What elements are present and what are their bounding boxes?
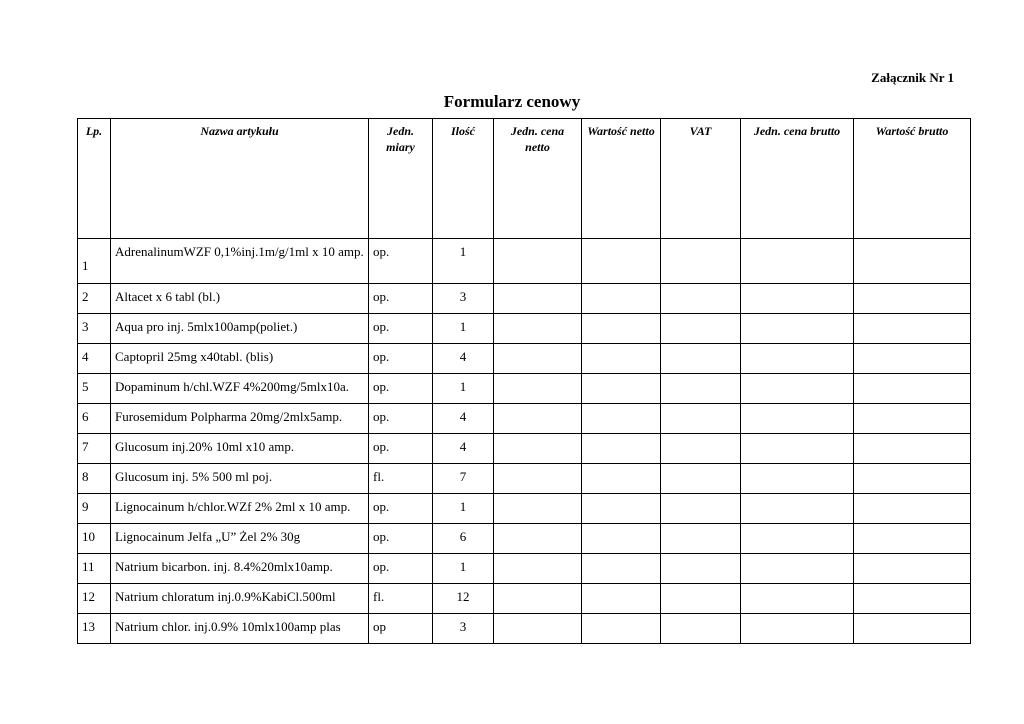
gross-value-cell xyxy=(854,314,971,344)
net-value-cell xyxy=(582,614,661,644)
table-row xyxy=(78,464,971,494)
gross-value-cell xyxy=(854,434,971,464)
quantity-cell: 1 xyxy=(433,374,494,404)
unit-net-price-cell xyxy=(494,404,582,434)
net-value-cell xyxy=(582,554,661,584)
gross-value-cell xyxy=(854,554,971,584)
item-name-cell: Natrium bicarbon. inj. 8.4%20mlx10amp. xyxy=(111,554,369,584)
column-header-quantity: Ilość xyxy=(433,119,494,239)
vat-cell xyxy=(661,614,741,644)
quantity-cell: 1 xyxy=(433,314,494,344)
unit-cell: op. xyxy=(369,434,433,464)
unit-cell: op. xyxy=(369,554,433,584)
quantity-cell: 4 xyxy=(433,344,494,374)
quantity-cell: 1 xyxy=(433,494,494,524)
vat-cell xyxy=(661,524,741,554)
unit-cell: op. xyxy=(369,284,433,314)
column-header-lp: Lp. xyxy=(78,119,111,239)
table-row xyxy=(78,374,971,404)
column-header-vat: VAT xyxy=(661,119,741,239)
unit-gross-price-cell xyxy=(741,344,854,374)
price-form-table xyxy=(77,118,971,644)
item-name-cell: AdrenalinumWZF 0,1%inj.1m/g/1ml x 10 amp. xyxy=(111,239,369,284)
vat-cell xyxy=(661,404,741,434)
gross-value-cell xyxy=(854,404,971,434)
unit-cell: op. xyxy=(369,494,433,524)
table-row xyxy=(78,614,971,644)
table-row xyxy=(78,524,971,554)
unit-gross-price-cell xyxy=(741,524,854,554)
row-number-cell: 12 xyxy=(78,584,111,614)
unit-net-price-cell xyxy=(494,374,582,404)
net-value-cell xyxy=(582,374,661,404)
unit-cell: op. xyxy=(369,374,433,404)
net-value-cell xyxy=(582,524,661,554)
row-number-cell: 2 xyxy=(78,284,111,314)
quantity-cell: 4 xyxy=(433,404,494,434)
row-number-cell: 1 xyxy=(78,239,111,284)
vat-cell xyxy=(661,284,741,314)
unit-gross-price-cell xyxy=(741,434,854,464)
vat-cell xyxy=(661,374,741,404)
unit-net-price-cell xyxy=(494,584,582,614)
gross-value-cell xyxy=(854,584,971,614)
gross-value-cell xyxy=(854,524,971,554)
net-value-cell xyxy=(582,404,661,434)
net-value-cell xyxy=(582,494,661,524)
unit-net-price-cell xyxy=(494,314,582,344)
table-row xyxy=(78,239,971,284)
unit-gross-price-cell xyxy=(741,314,854,344)
gross-value-cell xyxy=(854,344,971,374)
unit-cell: fl. xyxy=(369,464,433,494)
table-row xyxy=(78,404,971,434)
column-header-item-name: Nazwa artykułu xyxy=(111,119,369,239)
unit-gross-price-cell xyxy=(741,239,854,284)
item-name-cell: Glucosum inj. 5% 500 ml poj. xyxy=(111,464,369,494)
vat-cell xyxy=(661,554,741,584)
item-name-cell: Lignocainum h/chlor.WZf 2% 2ml x 10 amp. xyxy=(111,494,369,524)
unit-net-price-cell xyxy=(494,284,582,314)
unit-gross-price-cell xyxy=(741,404,854,434)
table-row xyxy=(78,584,971,614)
unit-net-price-cell xyxy=(494,554,582,584)
vat-cell xyxy=(661,239,741,284)
table-row xyxy=(78,344,971,374)
unit-net-price-cell xyxy=(494,524,582,554)
quantity-cell: 1 xyxy=(433,554,494,584)
unit-gross-price-cell xyxy=(741,494,854,524)
unit-gross-price-cell xyxy=(741,584,854,614)
page-title: Formularz cenowy xyxy=(443,92,581,111)
item-name-cell: Natrium chloratum inj.0.9%KabiCl.500ml xyxy=(111,584,369,614)
row-number-cell: 10 xyxy=(78,524,111,554)
unit-gross-price-cell xyxy=(741,374,854,404)
vat-cell xyxy=(661,584,741,614)
quantity-cell: 3 xyxy=(433,614,494,644)
column-header-unit-net-price: Jedn. cena netto xyxy=(494,119,582,239)
unit-net-price-cell xyxy=(494,494,582,524)
item-name-cell: Natrium chlor. inj.0.9% 10mlx100amp plas xyxy=(111,614,369,644)
row-number-cell: 5 xyxy=(78,374,111,404)
quantity-cell: 12 xyxy=(433,584,494,614)
vat-cell xyxy=(661,344,741,374)
gross-value-cell xyxy=(854,239,971,284)
column-header-gross-value: Wartość brutto xyxy=(854,119,971,239)
gross-value-cell xyxy=(854,464,971,494)
table-header-row xyxy=(78,119,971,239)
gross-value-cell xyxy=(854,284,971,314)
row-number-cell: 4 xyxy=(78,344,111,374)
net-value-cell xyxy=(582,314,661,344)
item-name-cell: Aqua pro inj. 5mlx100amp(poliet.) xyxy=(111,314,369,344)
item-name-cell: Altacet x 6 tabl (bl.) xyxy=(111,284,369,314)
unit-net-price-cell xyxy=(494,344,582,374)
column-header-unit: Jedn. miary xyxy=(369,119,433,239)
unit-cell: op. xyxy=(369,524,433,554)
row-number-cell: 7 xyxy=(78,434,111,464)
vat-cell xyxy=(661,494,741,524)
row-number-cell: 3 xyxy=(78,314,111,344)
row-number-cell: 11 xyxy=(78,554,111,584)
quantity-cell: 6 xyxy=(433,524,494,554)
unit-cell: op. xyxy=(369,239,433,284)
unit-net-price-cell xyxy=(494,614,582,644)
unit-cell: op. xyxy=(369,404,433,434)
table-row xyxy=(78,494,971,524)
row-number-cell: 9 xyxy=(78,494,111,524)
unit-cell: fl. xyxy=(369,584,433,614)
unit-gross-price-cell xyxy=(741,554,854,584)
table-body xyxy=(78,239,971,644)
item-name-cell: Furosemidum Polpharma 20mg/2mlx5amp. xyxy=(111,404,369,434)
table-row xyxy=(78,284,971,314)
net-value-cell xyxy=(582,434,661,464)
row-number-cell: 6 xyxy=(78,404,111,434)
quantity-cell: 3 xyxy=(433,284,494,314)
annex-label: Załącznik Nr 1 xyxy=(871,70,954,85)
column-header-unit-gross-price: Jedn. cena brutto xyxy=(741,119,854,239)
net-value-cell xyxy=(582,344,661,374)
item-name-cell: Glucosum inj.20% 10ml x10 amp. xyxy=(111,434,369,464)
unit-net-price-cell xyxy=(494,434,582,464)
net-value-cell xyxy=(582,284,661,314)
quantity-cell: 1 xyxy=(433,239,494,284)
unit-cell: op xyxy=(369,614,433,644)
net-value-cell xyxy=(582,239,661,284)
unit-gross-price-cell xyxy=(741,464,854,494)
unit-net-price-cell xyxy=(494,464,582,494)
quantity-cell: 7 xyxy=(433,464,494,494)
row-number-cell: 8 xyxy=(78,464,111,494)
row-number-cell: 13 xyxy=(78,614,111,644)
table-row xyxy=(78,314,971,344)
table-row xyxy=(78,554,971,584)
gross-value-cell xyxy=(854,614,971,644)
gross-value-cell xyxy=(854,374,971,404)
vat-cell xyxy=(661,464,741,494)
unit-cell: op. xyxy=(369,344,433,374)
item-name-cell: Captopril 25mg x40tabl. (blis) xyxy=(111,344,369,374)
column-header-net-value: Wartość netto xyxy=(582,119,661,239)
table-row xyxy=(78,434,971,464)
vat-cell xyxy=(661,434,741,464)
unit-cell: op. xyxy=(369,314,433,344)
quantity-cell: 4 xyxy=(433,434,494,464)
unit-gross-price-cell xyxy=(741,284,854,314)
gross-value-cell xyxy=(854,494,971,524)
unit-net-price-cell xyxy=(494,239,582,284)
item-name-cell: Dopaminum h/chl.WZF 4%200mg/5mlx10a. xyxy=(111,374,369,404)
vat-cell xyxy=(661,314,741,344)
net-value-cell xyxy=(582,464,661,494)
net-value-cell xyxy=(582,584,661,614)
item-name-cell: Lignocainum Jelfa „U” Żel 2% 30g xyxy=(111,524,369,554)
unit-gross-price-cell xyxy=(741,614,854,644)
